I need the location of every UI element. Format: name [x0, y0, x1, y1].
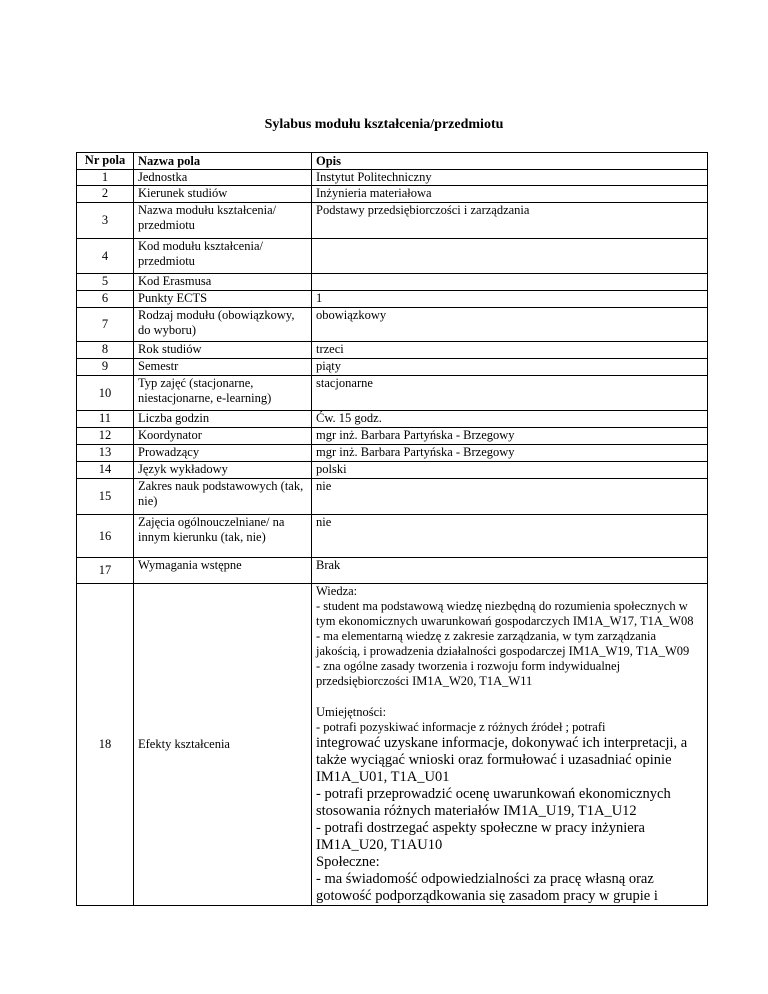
header-desc: Opis [312, 153, 708, 170]
table-row [77, 170, 708, 186]
effects-item: - ma elementarną wiedzę z zakresie zarządzania, w tym zarządzania jakością, i prowadzenia działalności gospodarczej IM1A_W19, T1A_W09 [316, 629, 690, 658]
row-field-name: Rok studiów [134, 342, 312, 359]
table-row [77, 186, 708, 203]
effects-item: - potrafi przeprowadzić ocenę uwarunkowań ekonomicznych stosowania różnych materiałów IM1A_U19, T1A_U12 [316, 786, 671, 819]
row-number: 13 [77, 445, 134, 462]
row-description: Ćw. 15 godz. [312, 411, 708, 428]
page-title: Sylabus modułu kształcenia/przedmiotu [264, 117, 504, 132]
learning-outcomes-cell [312, 584, 708, 906]
row-number: 2 [77, 186, 134, 203]
table-row [77, 291, 708, 308]
row-description: trzeci [312, 342, 708, 359]
row-field-name: Wymagania wstępne [134, 558, 312, 584]
row-description: nie [312, 515, 708, 558]
row-number: 11 [77, 411, 134, 428]
table-row [77, 428, 708, 445]
effects-item: - student ma podstawową wiedzę niezbędną do rozumienia społecznych w tym ekonomicznych uwarunkowań gospodarczych IM1A_W17, T1A_W08 [316, 599, 694, 628]
effects-heading-skills: Umiejętności: [316, 705, 387, 719]
row-number: 1 [77, 170, 134, 186]
effects-item: integrować uzyskane informacje, dokonywać ich interpretacji, a także wyciągać wnioski oraz formułować i uzasadniać opinie IM1A_U01, T1A_U01 [316, 735, 688, 785]
table-row [77, 308, 708, 342]
row-description: mgr inż. Barbara Partyńska - Brzegowy [312, 445, 708, 462]
table-row [77, 445, 708, 462]
row-field-name: Typ zajęć (stacjonarne, niestacjonarne, e-learning) [134, 376, 312, 411]
row-description: piąty [312, 359, 708, 376]
row-field-name: Język wykładowy [134, 462, 312, 479]
row-description: mgr inż. Barbara Partyńska - Brzegowy [312, 428, 708, 445]
row-description: Instytut Politechniczny [312, 170, 708, 186]
table-row [77, 558, 708, 584]
row-field-name: Punkty ECTS [134, 291, 312, 308]
row-description [312, 274, 708, 291]
row-field-name: Efekty kształcenia [134, 584, 312, 906]
effects-item: - zna ogólne zasady tworzenia i rozwoju form indywidualnej przedsiębiorczości IM1A_W20, T1A_W11 [316, 659, 621, 688]
effects-item: - ma świadomość odpowiedzialności za pracę własną oraz gotowość podporządkowania się zasadom pracy w grupie i [316, 871, 658, 904]
row-number: 16 [77, 515, 134, 558]
row-field-name: Kierunek studiów [134, 186, 312, 203]
row-number: 17 [77, 558, 134, 584]
table-row [77, 359, 708, 376]
syllabus-table [76, 152, 708, 906]
row-description: obowiązkowy [312, 308, 708, 342]
row-number: 9 [77, 359, 134, 376]
table-row [77, 411, 708, 428]
row-field-name: Nazwa modułu kształcenia/ przedmiotu [134, 203, 312, 239]
row-field-name: Kod modułu kształcenia/ przedmiotu [134, 239, 312, 274]
table-row [77, 342, 708, 359]
row-description: Brak [312, 558, 708, 584]
row-field-name: Kod Erasmusa [134, 274, 312, 291]
row-number: 4 [77, 239, 134, 274]
table-row [77, 203, 708, 239]
row-field-name: Zakres nauk podstawowych (tak, nie) [134, 479, 312, 515]
row-description: stacjonarne [312, 376, 708, 411]
row-field-name: Jednostka [134, 170, 312, 186]
effects-heading-social: Społeczne: [316, 854, 380, 870]
row-field-name: Rodzaj modułu (obowiązkowy, do wyboru) [134, 308, 312, 342]
effects-item: - potrafi dostrzegać aspekty społeczne w pracy inżyniera IM1A_U20, T1AU10 [316, 820, 645, 853]
row-description: Inżynieria materiałowa [312, 186, 708, 203]
row-description: Podstawy przedsiębiorczości i zarządzania [312, 203, 708, 239]
row-field-name: Semestr [134, 359, 312, 376]
row-number: 6 [77, 291, 134, 308]
table-row [77, 274, 708, 291]
table-row [77, 479, 708, 515]
row-number: 7 [77, 308, 134, 342]
row-field-name: Zajęcia ogólnouczelniane/ na innym kierunku (tak, nie) [134, 515, 312, 558]
row-description: polski [312, 462, 708, 479]
table-row [77, 515, 708, 558]
effects-heading-knowledge: Wiedza: [316, 584, 358, 598]
row-field-name: Liczba godzin [134, 411, 312, 428]
row-number: 3 [77, 203, 134, 239]
effects-item: - potrafi pozyskiwać informacje z różnych źródeł ; potrafi [316, 720, 606, 734]
row-number: 15 [77, 479, 134, 515]
header-nr: Nr pola [77, 153, 134, 170]
row-field-name: Prowadzący [134, 445, 312, 462]
row-description [312, 239, 708, 274]
row-number: 10 [77, 376, 134, 411]
row-number: 12 [77, 428, 134, 445]
row-field-name: Koordynator [134, 428, 312, 445]
table-header-row [77, 153, 708, 170]
row-number: 18 [77, 584, 134, 906]
table-row [77, 584, 708, 906]
table-row [77, 376, 708, 411]
row-description: nie [312, 479, 708, 515]
row-number: 14 [77, 462, 134, 479]
row-number: 8 [77, 342, 134, 359]
table-row [77, 462, 708, 479]
table-row [77, 239, 708, 274]
header-name: Nazwa pola [134, 153, 312, 170]
row-description: 1 [312, 291, 708, 308]
row-number: 5 [77, 274, 134, 291]
